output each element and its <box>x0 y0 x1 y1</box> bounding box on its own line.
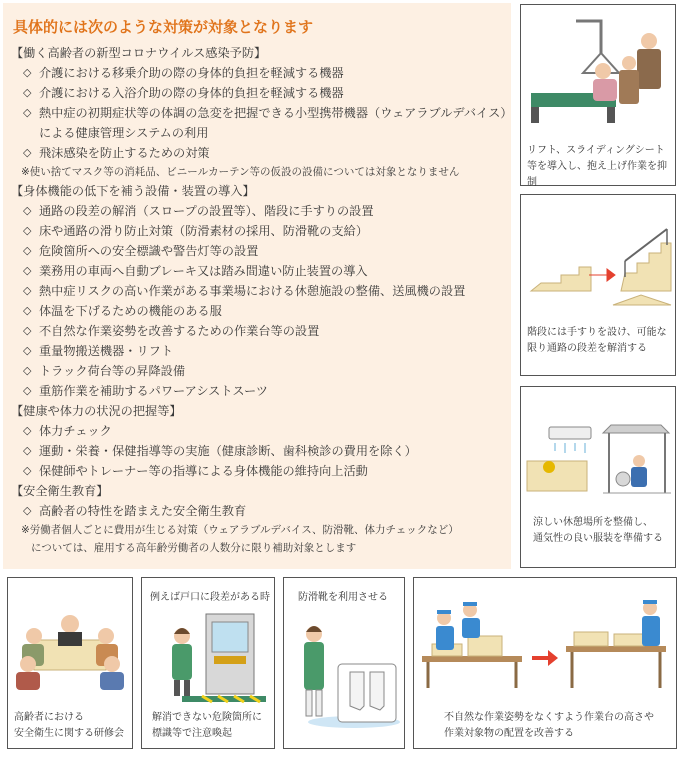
list-item: ◇ 運動・栄養・保健指導等の実施（健康診断、歯科検診の費用を除く） <box>11 441 509 461</box>
list-item: ◇ 高齢者の特性を踏まえた安全衛生教育 <box>11 501 509 521</box>
list-item: ◇ 体温を下げるための機能のある服 <box>11 301 509 321</box>
caption-line: 安全衛生に関する研修会 <box>14 728 124 739</box>
list-item: ◇ 介護における移乗介助の際の身体的負担を軽減する機器 <box>11 63 509 83</box>
bottom-panel-workbench <box>413 577 677 749</box>
list-item: ◇ 熱中症リスクの高い作業がある事業場における休憩施設の整備、送風機の設置 <box>11 281 509 301</box>
stairs-illustration <box>521 221 675 311</box>
list-item: ◇ 体力チェック <box>11 421 509 441</box>
bottom-panel-non-slip-shoes <box>283 577 405 749</box>
seminar-illustration <box>8 594 132 694</box>
caption-line: 通気性の良い服装を準備する <box>533 533 663 544</box>
bottom-panel-seminar <box>7 577 133 749</box>
diamond-icon: ◇ <box>23 324 32 337</box>
caption-line: 限り通路の段差を解消する <box>527 343 647 354</box>
diamond-icon: ◇ <box>23 424 32 437</box>
list-item: ◇ 熱中症の初期症状等の体調の急変を把握できる小型携帯機器（ウェアラブルデバイス）による健康管理システムの利用 <box>11 103 509 143</box>
diamond-icon: ◇ <box>23 204 32 217</box>
caption-line: 不自然な作業姿勢をなくすよう作業台の高さや <box>444 712 654 723</box>
diamond-icon: ◇ <box>23 106 32 119</box>
panel-top-label: 防滑靴を利用させる <box>298 592 388 603</box>
list-item: ◇ 業務用の車両へ自動ブレーキ又は踏み間違い防止装置の導入 <box>11 261 509 281</box>
diamond-icon: ◇ <box>23 264 32 277</box>
diamond-icon: ◇ <box>23 224 32 237</box>
diamond-icon: ◇ <box>23 464 32 477</box>
lift-illustration <box>521 13 675 133</box>
list-item: ◇ 床や通路の滑り防止対策（防滑素材の採用、防滑靴の支給） <box>11 221 509 241</box>
diamond-icon: ◇ <box>23 66 32 79</box>
section-heading: 【安全衛生教育】 <box>11 484 109 498</box>
side-panel-lift <box>520 4 676 186</box>
diamond-icon: ◇ <box>23 86 32 99</box>
workbench-illustration <box>414 596 676 696</box>
diamond-icon: ◇ <box>23 244 32 257</box>
list-item: ◇ 飛沫感染を防止するための対策 <box>11 143 509 163</box>
rest-area-illustration <box>521 421 675 511</box>
list-item: ◇ 通路の段差の解消（スロープの設置等）、階段に手すりの設置 <box>11 201 509 221</box>
panel-top-label: 例えば戸口に段差がある時 <box>150 592 270 603</box>
measures-list <box>11 43 509 557</box>
diamond-icon: ◇ <box>23 384 32 397</box>
caption-line: 解消できない危険箇所に <box>152 712 262 723</box>
diamond-icon: ◇ <box>23 364 32 377</box>
caption-line: リフト、スライディングシート <box>527 145 665 156</box>
caption-line: 作業対象物の配置を改善する <box>444 728 574 739</box>
side-panel-rest-area <box>520 386 676 568</box>
list-item: ◇ 重筋作業を補助するパワーアシストスーツ <box>11 381 509 401</box>
diamond-icon: ◇ <box>23 504 32 517</box>
bottom-panel-hazard-sign <box>141 577 275 749</box>
main-panel <box>3 3 511 569</box>
caption-line: 高齢者における <box>14 712 84 723</box>
non-slip-boots-illustration <box>284 610 404 730</box>
caption-line: 涼しい休憩場所を整備し、 <box>533 517 653 528</box>
section-note-continued: については、雇用する高年齢労働者の人数分に限り補助対象とします <box>31 542 357 554</box>
section-heading: 【働く高齢者の新型コロナウイルス感染予防】 <box>11 46 267 60</box>
section-note: ※労働者個人ごとに費用が生じる対策（ウェアラブルデバイス、防滑靴、体力チェックなど） <box>21 524 459 536</box>
diamond-icon: ◇ <box>23 284 32 297</box>
section-heading: 【健康や体力の状況の把握等】 <box>11 404 182 418</box>
list-item: ◇ 介護における入浴介助の際の身体的負担を軽減する機器 <box>11 83 509 103</box>
page-title: 具体的には次のような対策が対象となります <box>13 18 314 36</box>
diamond-icon: ◇ <box>23 146 32 159</box>
diamond-icon: ◇ <box>23 444 32 457</box>
diamond-icon: ◇ <box>23 304 32 317</box>
doorway-step-illustration <box>142 610 274 706</box>
list-item: ◇ 不自然な作業姿勢を改善するための作業台等の設置 <box>11 321 509 341</box>
list-item: ◇ 危険箇所への安全標識や警告灯等の設置 <box>11 241 509 261</box>
list-item: ◇ 保健師やトレーナー等の指導による身体機能の維持向上活動 <box>11 461 509 481</box>
section-heading: 【身体機能の低下を補う設備・装置の導入】 <box>11 184 255 198</box>
caption-line: 階段には手すりを設け、可能な <box>527 327 667 338</box>
list-item: ◇ 重量物搬送機器・リフト <box>11 341 509 361</box>
caption-line: 標識等で注意喚起 <box>152 728 232 739</box>
side-panel-stairs <box>520 194 676 376</box>
section-note: ※使い捨てマスク等の消耗品、ビニールカーテン等の仮設の設備については対象となりません <box>21 166 460 178</box>
caption-line: 等を導入し、抱え上げ作業を抑制 <box>527 161 667 188</box>
list-item: ◇ トラック荷台等の昇降設備 <box>11 361 509 381</box>
diamond-icon: ◇ <box>23 344 32 357</box>
